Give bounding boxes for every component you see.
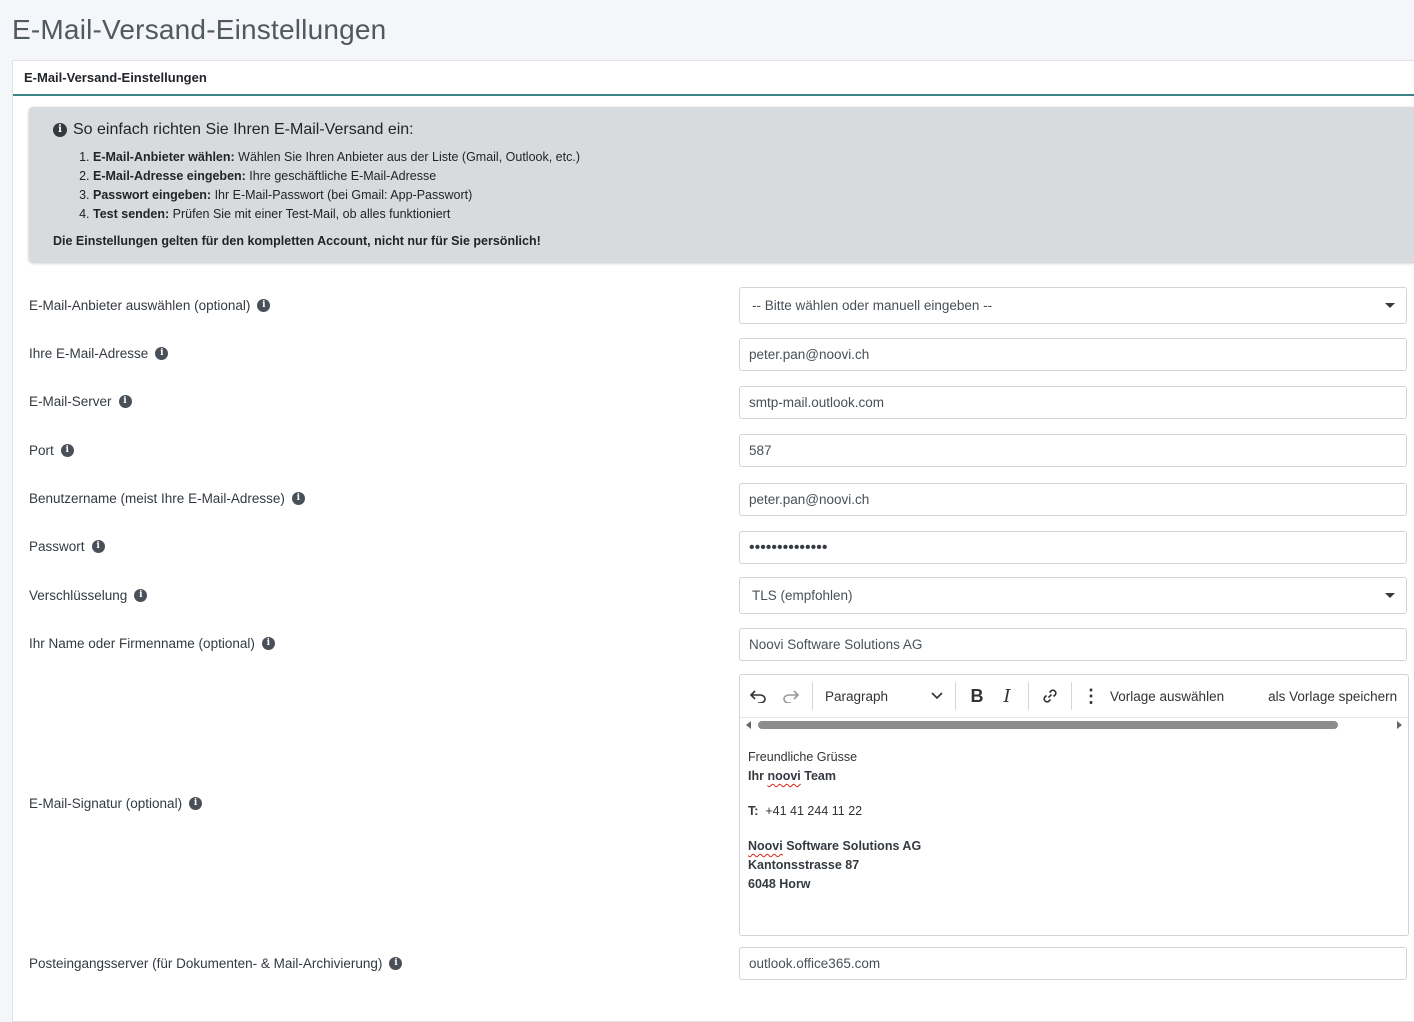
info-steps (62, 148, 580, 224)
info-step-text: Ihr E-Mail-Passwort (bei Gmail: App-Passwort) (211, 188, 473, 202)
info-step-bold: E-Mail-Anbieter wählen: (93, 150, 235, 164)
info-icon[interactable]: i (389, 957, 402, 970)
info-step (93, 186, 580, 205)
toolbar-separator (1028, 682, 1029, 710)
imap-label (29, 956, 402, 971)
password-label (29, 539, 105, 554)
username-field[interactable]: peter.pan@noovi.ch (739, 483, 1407, 516)
scroll-right-icon[interactable] (1397, 721, 1402, 729)
save-template-button[interactable]: als Vorlage speichern (1268, 688, 1398, 704)
toolbar-separator (812, 682, 813, 710)
more-vertical-icon[interactable]: ⋮ (1082, 685, 1100, 706)
username-label-text: Benutzername (meist Ihre E-Mail-Adresse) (29, 491, 285, 506)
undo-icon[interactable] (740, 681, 776, 711)
paragraph-dropdown[interactable] (819, 681, 949, 711)
imap-server-field[interactable]: outlook.office365.com (739, 947, 1407, 980)
info-title-text: So einfach richten Sie Ihren E-Mail-Versand ein: (73, 121, 414, 138)
provider-select[interactable] (739, 287, 1407, 324)
username-label (29, 491, 305, 506)
info-icon[interactable]: i (262, 637, 275, 650)
signature-team (748, 767, 1408, 786)
signature-greeting: Freundliche Grüsse (748, 750, 858, 764)
encryption-label (29, 588, 147, 603)
signature-content[interactable] (740, 732, 1408, 894)
info-icon[interactable]: i (155, 347, 168, 360)
template-select-button[interactable]: Vorlage auswählen (1110, 688, 1225, 704)
signature-phone-label: T: (748, 804, 759, 818)
info-step (93, 205, 580, 224)
info-icon[interactable]: i (189, 797, 202, 810)
info-note: Die Einstellungen gelten für den kompletten Account, nicht nur für Sie persönlich! (53, 234, 541, 248)
signature-label-text: E-Mail-Signatur (optional) (29, 796, 183, 811)
signature-phone-number: +41 41 244 11 22 (765, 804, 863, 818)
signature-editor (739, 674, 1409, 936)
info-box (29, 107, 1414, 262)
info-icon: i (53, 123, 67, 137)
port-field[interactable]: 587 (739, 434, 1407, 467)
password-field[interactable]: •••••••••••••• (739, 531, 1407, 564)
encryption-label-text: Verschlüsselung (29, 588, 128, 603)
signature-street: Kantonsstrasse 87 (748, 858, 860, 872)
encryption-select-value: TLS (empfohlen) (752, 588, 853, 603)
info-step-text: Ihre geschäftliche E-Mail-Adresse (245, 169, 437, 183)
info-step-text: Wählen Sie Ihren Anbieter aus der Liste (Gmail, Outlook, etc.) (234, 150, 580, 164)
signature-city: 6048 Horw (748, 877, 811, 891)
redo-icon[interactable] (776, 681, 806, 711)
info-step-bold: E-Mail-Adresse eingeben: (93, 169, 246, 183)
provider-select-value: -- Bitte wählen oder manuell eingeben -- (752, 298, 993, 313)
bold-icon[interactable]: B (970, 685, 984, 706)
info-step (93, 167, 580, 186)
sender-name-field[interactable]: Noovi Software Solutions AG (739, 628, 1407, 661)
info-icon[interactable]: i (134, 589, 147, 602)
paragraph-label: Paragraph (825, 688, 889, 704)
encryption-select[interactable] (739, 577, 1407, 614)
signature-team-brand: noovi (767, 769, 801, 783)
signature-team-prefix: Ihr (748, 769, 768, 783)
scroll-left-icon[interactable] (746, 721, 751, 729)
toolbar-separator (1071, 682, 1072, 710)
page-title: E-Mail-Versand-Einstellungen (12, 14, 387, 45)
toolbar-separator (955, 682, 956, 710)
email-label-text: Ihre E-Mail-Adresse (29, 346, 149, 361)
email-field[interactable]: peter.pan@noovi.ch (739, 338, 1407, 371)
signature-company (748, 837, 1408, 856)
server-label (29, 394, 132, 409)
info-step-bold: Passwort eingeben: (93, 188, 212, 202)
italic-icon[interactable]: I (1003, 685, 1011, 707)
caret-down-icon (1385, 593, 1395, 598)
sender-name-label-text: Ihr Name oder Firmenname (optional) (29, 636, 255, 651)
chevron-down-icon (931, 692, 943, 700)
caret-down-icon (1385, 303, 1395, 308)
settings-card (12, 60, 1414, 1022)
info-step (93, 148, 580, 167)
info-icon[interactable]: i (119, 395, 132, 408)
info-icon[interactable]: i (257, 299, 270, 312)
info-icon[interactable]: i (292, 492, 305, 505)
port-label (29, 443, 74, 458)
provider-label (29, 298, 270, 313)
signature-company-brand: Noovi (748, 839, 783, 853)
server-field[interactable]: smtp-mail.outlook.com (739, 386, 1407, 419)
server-label-text: E-Mail-Server (29, 394, 112, 409)
info-icon[interactable]: i (61, 444, 74, 457)
toolbar-scrollbar[interactable] (740, 718, 1408, 732)
info-title (53, 121, 414, 139)
email-label (29, 346, 168, 361)
scrollbar-thumb[interactable] (758, 721, 1338, 729)
provider-label-text: E-Mail-Anbieter auswählen (optional) (29, 298, 251, 313)
port-label-text: Port (29, 443, 54, 458)
link-icon[interactable] (1035, 681, 1065, 711)
signature-phone (748, 802, 1408, 821)
imap-label-text: Posteingangsserver (für Dokumenten- & Mail-Archivierung) (29, 956, 383, 971)
signature-team-suffix: Team (800, 769, 836, 783)
password-label-text: Passwort (29, 539, 85, 554)
sender-name-label (29, 636, 275, 651)
info-step-text: Prüfen Sie mit einer Test-Mail, ob alles funktioniert (169, 207, 451, 221)
editor-toolbar (740, 675, 1408, 718)
signature-label (29, 796, 202, 811)
card-header: E-Mail-Versand-Einstellungen (13, 61, 1414, 96)
info-step-bold: Test senden: (93, 207, 170, 221)
signature-company-rest: Software Solutions AG (782, 839, 922, 853)
info-icon[interactable]: i (92, 540, 105, 553)
